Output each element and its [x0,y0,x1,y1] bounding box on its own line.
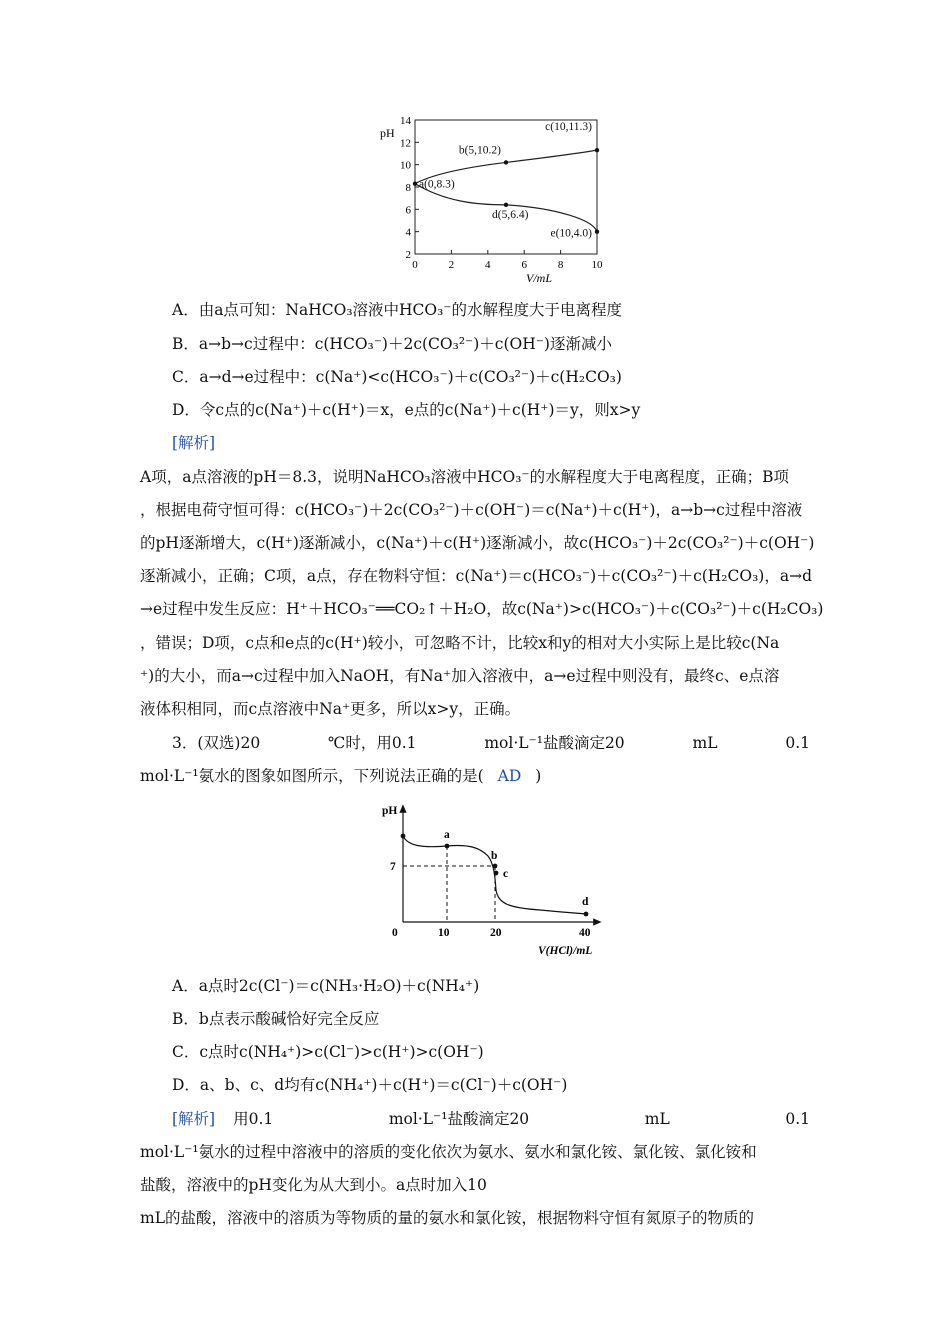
q2-option-a: A．由a点可知：NaHCO₃溶液中HCO₃⁻的水解程度大于电离程度 [172,301,623,319]
chart2-point-c [494,871,499,876]
q3-stem-part: mol·L⁻¹盐酸滴定20 [484,734,625,752]
q3-analysis-line-2: mol·L⁻¹氨水的过程中溶液中的溶质的变化依次为氨水、氨水和氯化铵、氯化铵、氯化铵和 [140,1143,757,1161]
chart1-point-e [595,229,599,233]
chart2-point-d [584,912,589,917]
chart1-point-a [413,181,417,185]
chart1-xtick-label: 8 [557,259,564,271]
chart1-label-e: e(10,4.0) [550,227,592,240]
q2-analysis-line-3: 的pH逐渐增大，c(H⁺)逐渐减小，c(Na⁺)＋c(H⁺)逐渐减小，故c(HCO₃⁻)＋2c(CO₃²⁻)＋c(OH⁻) [140,534,815,552]
chart2-label-c: c [503,868,509,880]
q3-stem-part: 3．(双选)20 [172,734,261,752]
chart1-point-c [595,148,599,152]
chart1-ylabel: pH [380,126,395,140]
chart1-label-c: c(10,11.3) [545,121,592,134]
chart1-ytick-label: 10 [400,159,411,172]
chart2-ylabel: pH [382,805,398,817]
chart1-xtick-label: 6 [521,259,527,271]
chart1-ytick-label: 4 [405,226,411,239]
q3-option-d: D．a、b、c、d均有c(NH₄⁺)＋c(H⁺)＝c(Cl⁻)＋c(OH⁻) [172,1076,568,1094]
q3-analysis-part: 0.1 [785,1110,810,1128]
chart2-ytick-7: 7 [390,861,396,873]
chart1-xtick-label: 2 [448,259,455,271]
q2-option-d: D．令c点的c(Na⁺)＋c(H⁺)＝x，e点的c(Na⁺)＋c(H⁺)＝y，则x>y [172,401,641,419]
chart2-xlabel: V(HCl)/mL [538,945,593,957]
chart2-label-b: b [491,850,498,862]
chart1-ytick-label: 14 [400,115,411,127]
q3-option-a: A．a点时2c(Cl⁻)＝c(NH₃·H₂O)＋c(NH₄⁺) [172,977,480,995]
q3-analysis-part: 用0.1 [233,1110,274,1128]
chart1-ytick-label: 2 [405,249,411,261]
q2-analysis-line-2: ，根据电荷守恒可得：c(HCO₃⁻)＋2c(CO₃²⁻)＋c(OH⁻)＝c(Na⁺)＋c(H⁺)，a→b→c过程中溶液 [140,501,803,519]
chart2-label-d: d [582,896,589,908]
q3-analysis-part: mL [644,1110,670,1128]
chart-titration-curve [370,796,610,966]
q3-stem-text: mol·L⁻¹氨水的图象如图所示，下列说法正确的是( [140,767,484,785]
q2-option-c: C．a→d→e过程中：c(Na⁺)<c(HCO₃⁻)＋c(CO₃²⁻)＋c(H₂CO₃) [172,368,622,386]
chart1-xtick-label: 0 [412,259,418,271]
q3-option-c: C．c点时c(NH₄⁺)>c(Cl⁻)>c(H⁺)>c(OH⁻) [172,1043,484,1061]
q3-analysis-line-3: 盐酸，溶液中的pH变化为从大到小。a点时加入10 [140,1176,487,1194]
q3-analysis-line-1 [172,1107,810,1131]
chart1-label-d: d(5,6.4) [492,208,529,221]
q3-stem-part: ℃时，用0.1 [328,734,417,752]
q3-analysis-tag: [解析] [172,1110,216,1128]
chart2-xtick-20: 20 [490,927,502,939]
chart1-series-lower [415,184,597,232]
q3-stem-line-1 [172,731,810,755]
q3-option-b: B．b点表示酸碱恰好完全反应 [172,1010,380,1028]
q2-analysis-line-4: 逐渐减小，正确；C项，a点，存在物料守恒：c(Na⁺)＝c(HCO₃⁻)＋c(CO₃²⁻)＋c(H₂CO₃)，a→d [140,567,813,585]
chart1-xtick-label: 4 [485,259,491,271]
q2-analysis-line-7: ⁺)的大小，而a→c过程中加入NaOH，有Na⁺加入溶液中，a→e过程中则没有，最终c、e点溶 [140,667,780,685]
q2-analysis-line-1: A项，a点溶液的pH＝8.3，说明NaHCO₃溶液中HCO₃⁻的水解程度大于电离程度，正确；B项 [140,468,789,486]
q2-analysis-tag: [解析] [172,434,216,452]
chart1-xlabel: V/mL [526,271,553,285]
q2-analysis-line-8: 液体积相同，而c点溶液中Na⁺更多，所以x>y，正确。 [140,700,521,718]
chart1-label-a: a(0,8.3) [419,178,455,191]
q3-stem-part: 0.1 [785,734,810,752]
q3-analysis-part: mol·L⁻¹盐酸滴定20 [388,1110,530,1128]
chart1-ytick-label: 8 [405,182,411,194]
chart1-xtick-label: 10 [591,259,603,271]
q3-analysis-line-4: mL的盐酸，溶液中的溶质为等物质的量的氨水和氯化铵，根据物料守恒有氮原子的物质的 [140,1209,754,1227]
q2-option-b: B．a→b→c过程中：c(HCO₃⁻)＋2c(CO₃²⁻)＋c(OH⁻)逐渐减小 [172,335,612,353]
chart1-ytick-label: 12 [400,137,411,150]
q3-answer: AD [497,767,522,785]
chart2-xtick-10: 10 [438,927,450,939]
chart1-point-d [504,203,508,207]
chart2-point-b [493,864,498,869]
q3-stem-part: mL [692,734,718,752]
q3-stem-line-2 [140,764,820,788]
chart2-point-a [445,844,450,849]
chart-ph-vs-volume [370,108,620,293]
q2-analysis-line-5: →e过程中发生反应：H⁺＋HCO₃⁻══CO₂↑＋H₂O，故c(Na⁺)>c(HCO₃⁻)＋c(CO₃²⁻)＋c(H₂CO₃) [140,600,824,618]
chart2-xtick-0: 0 [392,927,398,939]
chart1-point-b [504,160,508,164]
chart1-label-b: b(5,10.2) [458,144,501,157]
chart2-xtick-40: 40 [579,927,591,939]
q3-stem-close: ) [535,767,542,785]
chart1-ytick-label: 6 [405,204,411,217]
chart2-label-a: a [444,829,450,841]
q2-analysis-line-6: ，错误；D项，c点和e点的c(H⁺)较小，可忽略不计，比较x和y的相对大小实际上是比较c(Na [140,634,780,652]
chart2-start-point [401,834,406,839]
